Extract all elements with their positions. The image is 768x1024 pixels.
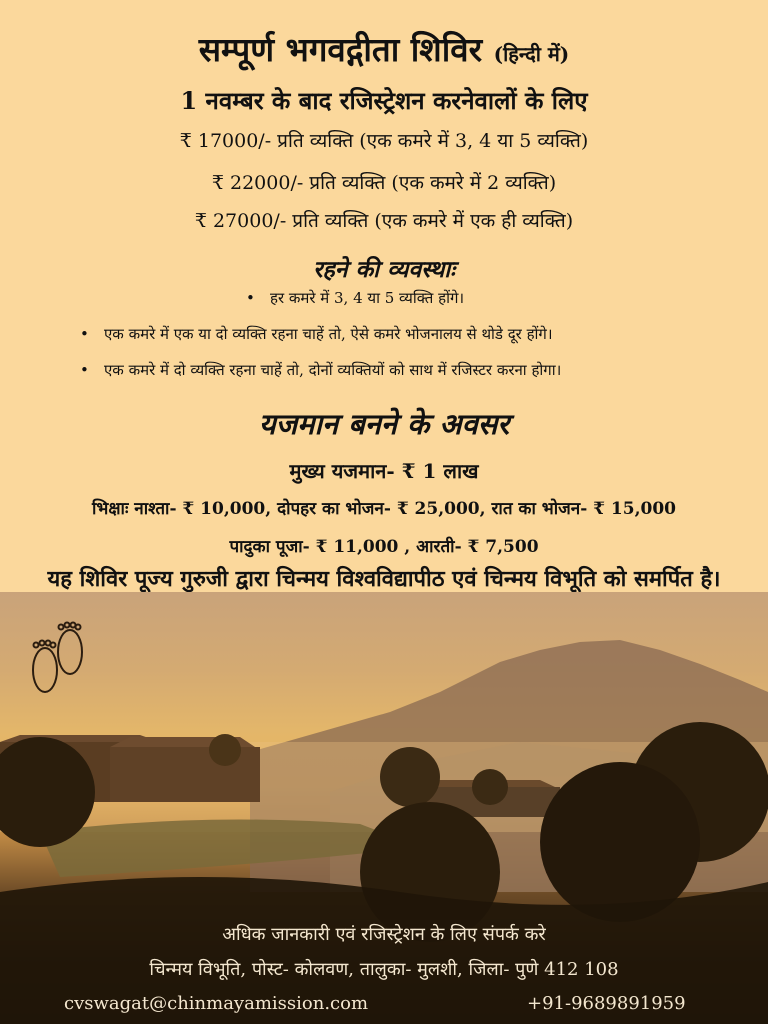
address-line: चिन्मय विभूति, पोस्ट- कोलवण, तालुका- मुलशी, जिला- पुणे 412 108 — [149, 959, 619, 980]
list-item: • हर कमरे में 3, 4 या 5 व्यक्ति होंगे। — [246, 289, 465, 307]
title-language: (हिन्दी में) — [493, 42, 570, 66]
bullet-icon: • — [246, 289, 255, 307]
price-line-shared: ₹ 17000/- प्रति व्यक्ति (एक कमरे में 3, 4 या 5 व्यक्ति) — [179, 130, 589, 152]
price-line-single: ₹ 27000/- प्रति व्यक्ति (एक कमरे में एक ही व्यक्ति) — [194, 210, 574, 232]
price-line-double: ₹ 22000/- प्रति व्यक्ति (एक कमरे में 2 व्यक्ति) — [211, 172, 557, 194]
yajman-heading: यजमान बनने के अवसर — [258, 407, 510, 441]
list-item: • एक कमरे में एक या दो व्यक्ति रहना चाहें तो, ऐसे कमरे भोजनालय से थोडे दूर होंगे। — [80, 325, 553, 343]
bullet-icon: • — [80, 361, 89, 379]
dedication-line: यह शिविर पूज्य गुरुजी द्वारा चिन्मय विश्वविद्यापीठ एवं चिन्मय विभूति को समर्पित है। — [47, 566, 721, 592]
accommodation-heading: रहने की व्यवस्थाः — [313, 256, 455, 283]
registration-subtitle: 1 नवम्बर के बाद रजिस्ट्रेशन करनेवालों के लिए — [180, 86, 588, 115]
chief-yajman: मुख्य यजमान- ₹ 1 लाख — [289, 459, 479, 483]
list-item: • एक कमरे में दो व्यक्ति रहना चाहें तो, दोनों व्यक्तियों को साथ में रजिस्टर करना होगा। — [80, 361, 562, 379]
paduka-line: पादुका पूजा- ₹ 11,000 , आरती- ₹ 7,500 — [229, 537, 539, 557]
page-title — [0, 26, 768, 71]
phone-link[interactable]: +91-9689891959 — [527, 993, 686, 1014]
email-link[interactable]: cvswagat@chinmayamission.com — [64, 993, 369, 1014]
title-main: सम्पूर्ण भगवद्गीता शिविर — [198, 30, 483, 69]
bullet-icon: • — [80, 325, 89, 343]
footprints-icon — [33, 623, 82, 693]
bhiksha-line: भिक्षाः नाश्ता- ₹ 10,000, दोपहर का भोजन- ₹ 25,000, रात का भोजन- ₹ 15,000 — [92, 499, 676, 519]
contact-heading: अधिक जानकारी एवं रजिस्ट्रेशन के लिए संपर्क करे — [222, 924, 546, 945]
